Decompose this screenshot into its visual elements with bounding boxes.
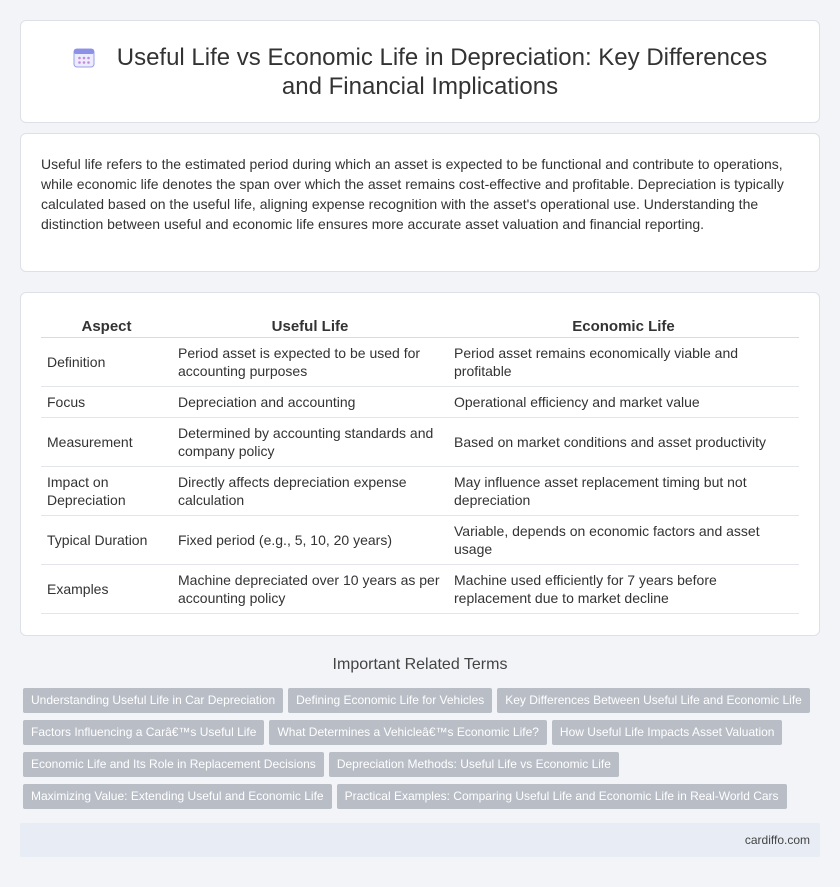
tag-row <box>23 784 823 816</box>
table-cell: Operational efficiency and market value <box>448 387 799 418</box>
table-row <box>41 387 799 418</box>
related-terms-title: Important Related Terms <box>332 656 508 673</box>
related-term-link[interactable]: Economic Life and Its Role in Replacement Decisions <box>23 752 324 777</box>
intro-card <box>20 133 820 272</box>
header-card <box>20 20 820 123</box>
table-cell: Variable, depends on economic factors and asset usage <box>448 516 799 565</box>
tag-row <box>23 720 823 752</box>
table-cell: Measurement <box>41 418 172 467</box>
tag-row <box>23 752 823 784</box>
related-term-link[interactable]: Defining Economic Life for Vehicles <box>288 688 492 713</box>
related-terms-list <box>23 688 823 816</box>
table-cell: Period asset remains economically viable and profitable <box>448 338 799 387</box>
header-useful-life: Useful Life <box>172 315 448 338</box>
related-term-link[interactable]: Understanding Useful Life in Car Depreciation <box>23 688 283 713</box>
comparison-table <box>41 315 799 614</box>
related-term-link[interactable]: Practical Examples: Comparing Useful Life and Economic Life in Real-World Cars <box>337 784 787 809</box>
footer <box>20 823 820 857</box>
related-term-link[interactable]: Maximizing Value: Extending Useful and Economic Life <box>23 784 332 809</box>
table-row <box>41 565 799 614</box>
table-cell: Examples <box>41 565 172 614</box>
intro-text: Useful life refers to the estimated period during which an asset is expected to be functional and contribute to operations, while economic life denotes the span over which the asset remains cost-effective and profitable. Depreciation is typically calculated based on the useful life, aligning expense recognition with the asset's operational use. Understanding the distinction between useful and economic life ensures more accurate asset valuation and financial reporting. <box>41 156 784 232</box>
related-term-link[interactable]: How Useful Life Impacts Asset Valuation <box>552 720 783 745</box>
table-cell: Depreciation and accounting <box>172 387 448 418</box>
table-cell: Focus <box>41 387 172 418</box>
related-term-link[interactable]: What Determines a Vehicleâ€™s Economic Life? <box>269 720 546 745</box>
table-cell: Period asset is expected to be used for accounting purposes <box>172 338 448 387</box>
table-cell: Fixed period (e.g., 5, 10, 20 years) <box>172 516 448 565</box>
table-cell: Impact on Depreciation <box>41 467 172 516</box>
table-cell: Based on market conditions and asset productivity <box>448 418 799 467</box>
page-title: Useful Life vs Economic Life in Depreciation: Key Differences and Financial Implications <box>116 44 768 100</box>
table-row <box>41 418 799 467</box>
table-cell: Machine used efficiently for 7 years before replacement due to market decline <box>448 565 799 614</box>
table-cell: Definition <box>41 338 172 387</box>
related-term-link[interactable]: Factors Influencing a Carâ€™s Useful Life <box>23 720 264 745</box>
table-row <box>41 338 799 387</box>
table-row <box>41 467 799 516</box>
related-term-link[interactable]: Key Differences Between Useful Life and Economic Life <box>497 688 810 713</box>
table-cell: Typical Duration <box>41 516 172 565</box>
table-row <box>41 516 799 565</box>
table-cell: Directly affects depreciation expense calculation <box>172 467 448 516</box>
comparison-card <box>20 292 820 636</box>
related-term-link[interactable]: Depreciation Methods: Useful Life vs Economic Life <box>329 752 619 777</box>
header-aspect: Aspect <box>41 315 172 338</box>
calendar-icon <box>73 46 95 68</box>
tag-row <box>23 688 823 720</box>
header-economic-life: Economic Life <box>448 315 799 338</box>
page-title-wrap <box>21 43 819 101</box>
table-header-row <box>41 315 799 338</box>
table-cell: Machine depreciated over 10 years as per accounting policy <box>172 565 448 614</box>
table-cell: May influence asset replacement timing but not depreciation <box>448 467 799 516</box>
footer-site: cardiffo.com <box>744 833 810 847</box>
table-cell: Determined by accounting standards and company policy <box>172 418 448 467</box>
